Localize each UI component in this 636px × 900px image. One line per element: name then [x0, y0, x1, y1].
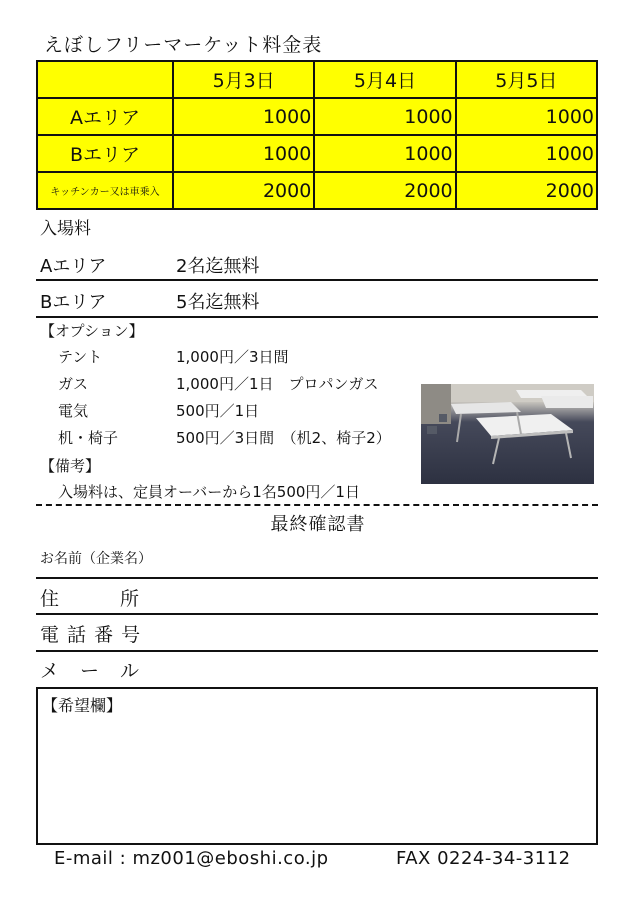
page-title: えぼしフリーマーケット料金表 [44, 34, 323, 56]
footer-email: E-mail : mz001@eboshi.co.jp [54, 848, 329, 869]
option-value: 500円／1日 [176, 402, 260, 420]
table-row [37, 135, 597, 172]
phone-field-label: 電 話 番 号 [40, 624, 142, 646]
entry-row-label: Bエリア [40, 292, 107, 313]
address-field-line[interactable] [36, 613, 598, 615]
option-label: 電気 [58, 402, 89, 420]
option-label: 机・椅子 [58, 429, 119, 447]
price-cell: 1000 [456, 135, 597, 172]
email-field-label: メ ー ル [40, 660, 141, 682]
confirmation-title: 最終確認書 [270, 514, 366, 535]
table-header-cell: 5月4日 [314, 61, 455, 98]
phone-field-line[interactable] [36, 650, 598, 652]
entry-row-value: 5名迄無料 [176, 292, 260, 313]
address-field-label: 住 所 [40, 588, 141, 610]
option-value: 1,000円／1日 プロパンガス [176, 375, 379, 393]
name-field-line[interactable] [36, 577, 598, 579]
table-header-cell: 5月3日 [173, 61, 314, 98]
price-cell: 2000 [456, 172, 597, 209]
divider [36, 316, 598, 318]
options-heading: 【オプション】 [40, 322, 144, 340]
option-value: 500円／3日間 （机2、椅子2） [176, 429, 391, 447]
price-cell: 1000 [314, 135, 455, 172]
option-value: 1,000円／3日間 [176, 348, 289, 366]
name-field-label: お名前（企業名） [40, 551, 152, 567]
entry-row-value: 2名迄無料 [176, 256, 260, 277]
price-cell: 2000 [314, 172, 455, 209]
entry-row-label: Aエリア [40, 256, 107, 277]
divider [36, 279, 598, 281]
table-row [37, 172, 597, 209]
notes-text: 入場料は、定員オーバーから1名500円／1日 [58, 483, 360, 501]
price-table [36, 60, 598, 210]
price-cell: 1000 [314, 98, 455, 135]
tables-photo [421, 384, 594, 484]
row-label: Bエリア [37, 135, 173, 172]
price-cell: 1000 [173, 135, 314, 172]
option-label: ガス [58, 375, 89, 393]
row-label: Aエリア [37, 98, 173, 135]
footer-fax: FAX 0224-34-3112 [396, 848, 571, 869]
table-header-row [37, 61, 597, 98]
table-header-cell: 5月5日 [456, 61, 597, 98]
option-label: テント [58, 348, 103, 366]
price-cell: 1000 [456, 98, 597, 135]
table-header-cell [37, 61, 173, 98]
price-cell: 2000 [173, 172, 314, 209]
table-row [37, 98, 597, 135]
entry-fee-heading: 入場料 [40, 219, 91, 239]
notes-heading: 【備考】 [40, 457, 101, 475]
wish-box[interactable] [36, 687, 598, 845]
price-cell: 1000 [173, 98, 314, 135]
row-label: キッチンカー又は車乗入 [37, 172, 173, 209]
wish-box-label: 【希望欄】 [42, 696, 123, 715]
cut-line [36, 504, 598, 506]
